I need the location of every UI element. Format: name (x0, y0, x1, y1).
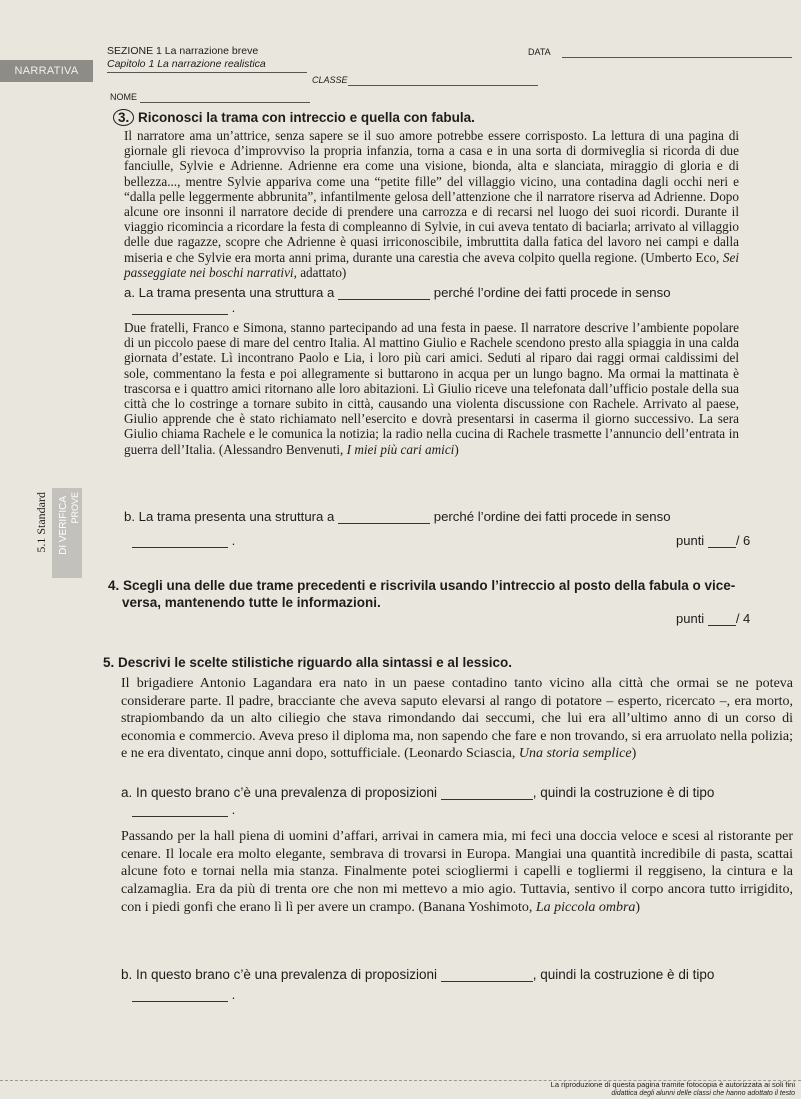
ex3-source-2: (Alessandro Benvenuti, (218, 441, 347, 457)
date-line[interactable] (562, 57, 792, 58)
ex5-prompt-b-cont: . (132, 987, 235, 1002)
ex5-answer-a2[interactable] (132, 816, 228, 817)
ex3-source-2-end: ) (454, 441, 459, 457)
ex3-prompt-a (124, 285, 671, 300)
ex3-points-label: punti (676, 533, 705, 548)
ex3-answer-b1[interactable] (338, 523, 430, 524)
ex5-prompt-a-text-1: a. In questo brano c’è una prevalenza di proposizioni (121, 785, 437, 800)
ex4-points-label: punti (676, 611, 705, 626)
ex4-number: 4. (108, 578, 120, 593)
ex5-answer-b2[interactable] (132, 1001, 228, 1002)
section-label: SEZIONE 1 La narrazione breve (107, 45, 259, 57)
sidebar-verifica: DI VERIFICA (58, 496, 69, 555)
ex5-source-1-title: Una storia semplice (518, 746, 632, 761)
ex5-text-2: Passando per la hall piena di uomini d’affari, arrivai in camera mia, mi feci una doccia veloce e scesi al ristorante per cenare. Il locale era molto elegante, sembrava di trovarsi in Europa. Mangiai una quantità incredibile di pasta, scattai alcune foto e tornai nella mia stanza. Finalmente potei sciogliermi i capelli e togliermi il reggiseno, la cintura e la calzamaglia. Era da più di trenta ore che non mi mettevo a mio agio. Tuttavia, sentivo il corpo ancora tutto irrigidito, con i piedi gonfi che erano lì lì per avere un crampo. (121, 829, 793, 915)
ex3-prompt-b-text-2: perché l’ordine dei fatti procede in senso (433, 509, 671, 524)
ex4-title-2: versa, mantenendo tutte le informazioni. (122, 595, 381, 610)
ex5-prompt-a-text-2: , quindi la costruzione è di tipo (532, 785, 715, 800)
footer-line-2: didattica degli alunni delle classi che hanno adottato il testo (611, 1090, 795, 1097)
class-label: CLASSE (312, 75, 348, 85)
ex5-text-1: Il brigadiere Antonio Lagandara era nato in un paese contadino tanto vicino alla città che ormai se ne poteva considerare parte. Il padre, bracciante che aveva saputo elevarsi al rango di potatore – esperto, ricercato –, era morto, strapiombando da un alto ciliegio che stava rimondando dai seccumi, che lui era all’ultimo anno di un corso di economia e commercio. Aveva preso il diploma ma, non sapendo che fare e non trovando, si era arruolato nella polizia; e ne era diventato, cinque anni dopo, sottufficiale. (121, 676, 793, 761)
ex3-prompt-b (124, 509, 671, 524)
ex4-points-blank[interactable] (708, 625, 736, 626)
ex5-prompt-a (121, 785, 714, 800)
sidebar-prove: PROVE (70, 492, 80, 524)
footer-line-1: La riproduzione di questa pagina tramite fotocopia è autorizzata ai soli fini (550, 1080, 795, 1089)
ex3-points (676, 533, 750, 548)
ex5-prompt-b-text-1: b. In questo brano c’è una prevalenza di proposizioni (121, 967, 437, 982)
ex5-source-2-title: La piccola ombra (535, 899, 636, 915)
ex3-source-1-title: Sei passeggiate nei boschi narrativi (124, 249, 739, 280)
ex5-number: 5. (103, 655, 115, 670)
ex3-prompt-a-text-1: a. La trama presenta una struttura a (124, 285, 335, 300)
ex5-source-1-end: ) (631, 746, 637, 761)
ex3-number: 3. (113, 109, 134, 126)
narrativa-tab: NARRATIVA (0, 60, 93, 82)
ex3-answer-a1[interactable] (338, 299, 430, 300)
ex5-title-text: Descrivi le scelte stilistiche riguardo alla sintassi e al lessico. (118, 655, 512, 670)
ex4-title (108, 577, 768, 611)
ex3-prompt-a-cont: . (132, 300, 235, 315)
ex4-points-value: / 4 (735, 611, 751, 626)
ex3-answer-b2[interactable] (132, 547, 228, 548)
ex5-prompt-a-cont: . (132, 802, 235, 817)
ex5-source-1: (Leonardo Sciascia, (404, 746, 519, 761)
ex3-source-2-title: I miei più cari amici (346, 441, 455, 457)
ex3-prompt-a-text-2: perché l’ordine dei fatti procede in senso (433, 285, 671, 300)
ex3-source-1-end: , adattato) (293, 264, 347, 280)
ex3-points-blank[interactable] (708, 547, 736, 548)
chapter-label: Capitolo 1 La narrazione realistica (107, 58, 266, 70)
ex4-points (676, 611, 750, 626)
ex3-passage-2 (124, 320, 739, 457)
ex3-prompt-b-cont: . (132, 533, 235, 548)
class-line[interactable] (348, 85, 538, 86)
ex3-title (113, 110, 475, 125)
ex3-source-1: (Umberto Eco, (640, 249, 723, 265)
ex5-answer-b1[interactable] (441, 981, 533, 982)
ex5-passage-1 (121, 675, 793, 763)
name-label: NOME (110, 92, 137, 102)
ex3-passage-1 (124, 128, 739, 280)
ex4-title-1: Scegli una delle due trame precedenti e riscrivila usando l’intreccio al posto della fabula o vice- (123, 578, 736, 593)
ex5-source-2: (Banana Yoshimoto, (418, 899, 536, 915)
ex3-points-value: / 6 (735, 533, 751, 548)
ex5-passage-2 (121, 828, 793, 917)
ex5-source-2-end: ) (635, 899, 641, 915)
ex5-prompt-b-text-2: , quindi la costruzione è di tipo (532, 967, 715, 982)
ex3-prompt-b-text-1: b. La trama presenta una struttura a (124, 509, 335, 524)
ex3-title-text: Riconosci la trama con intreccio e quella con fabula. (138, 110, 475, 125)
date-label: DATA (528, 47, 551, 57)
ex5-answer-a1[interactable] (441, 799, 533, 800)
ex5-prompt-b (121, 967, 714, 982)
ex3-answer-a2[interactable] (132, 314, 228, 315)
sidebar-standard: 5.1 Standard (34, 492, 48, 553)
ex5-title (103, 655, 512, 670)
ex3-text-2: Due fratelli, Franco e Simona, stanno partecipando ad una festa in paese. Il narratore descrive l’ambiente popolare di un piccolo paese di mare del centro Italia. Al mattino Giulio e Rachele scendono presto alla spiaggia in una calda giornata d’estate. Lì incontrano Paolo e Lia, i loro più cari amici. Seduti al riparo dai raggi ormai caldissimi del sole, commentano la festa e poi allegramente si buttarono in acqua per un lungo bagno. Ma ormai la mattinata è trascorsa e i quattro amici ritornano alle loro abitazioni. Lì Giulio riceve una telefonata dall’ufficio postale della sua città che lo costringe a tornare subito in città, causando una violenta discussione con Rachele. Arrivato al paese, Giulio apprende che è stato richiamato nell’esercito e dovrà presentarsi in caserma il giorno successivo. La sera Giulio chiama Rachele e le comunica la notizia; la radio nella cucina di Rachele trasmette l’annuncio dell’entrata in guerra dell’Italia. (124, 320, 739, 457)
chapter-line (107, 72, 307, 73)
name-line[interactable] (140, 102, 310, 103)
ex3-text-1: Il narratore ama un’attrice, senza sapere se il suo amore potrebbe essere corrisposto. La lettura di una pagina di giornale gli rievoca d’improvviso la propria infanzia, torna a casa e in una sorta di dormiveglia si ricorda di due fanciulle, Sylvie e Adrienne. Adrienne era come una visione, bionda, alta e slanciata, miraggio di gloria e di bellezza..., mentre Sylvie appariva come una “petite fille” del villaggio vicino, una contadina dagli occhi neri e “dalla pelle leggermente abbrunita”, infantilmente gelosa dell’attenzione che il narratore riserva ad Adrienne. Dopo alcune ore insonni il narratore decide di prendere una carrozza e di recarsi nel luogo dei suoi ricordi. Durante il viaggio ricomincia a ricordare la festa di compleanno di Sylvie, in cui aveva tentato di baciarla; arrivato al villaggio delle due ragazze, scopre che Adrienne è quasi irriconoscibile, imbruttita dalla fatica del lavoro nei campi e dalla miseria e che Sylvie era morta anni prima, durante una carestia che aveva colpito quella regione. (124, 128, 739, 265)
